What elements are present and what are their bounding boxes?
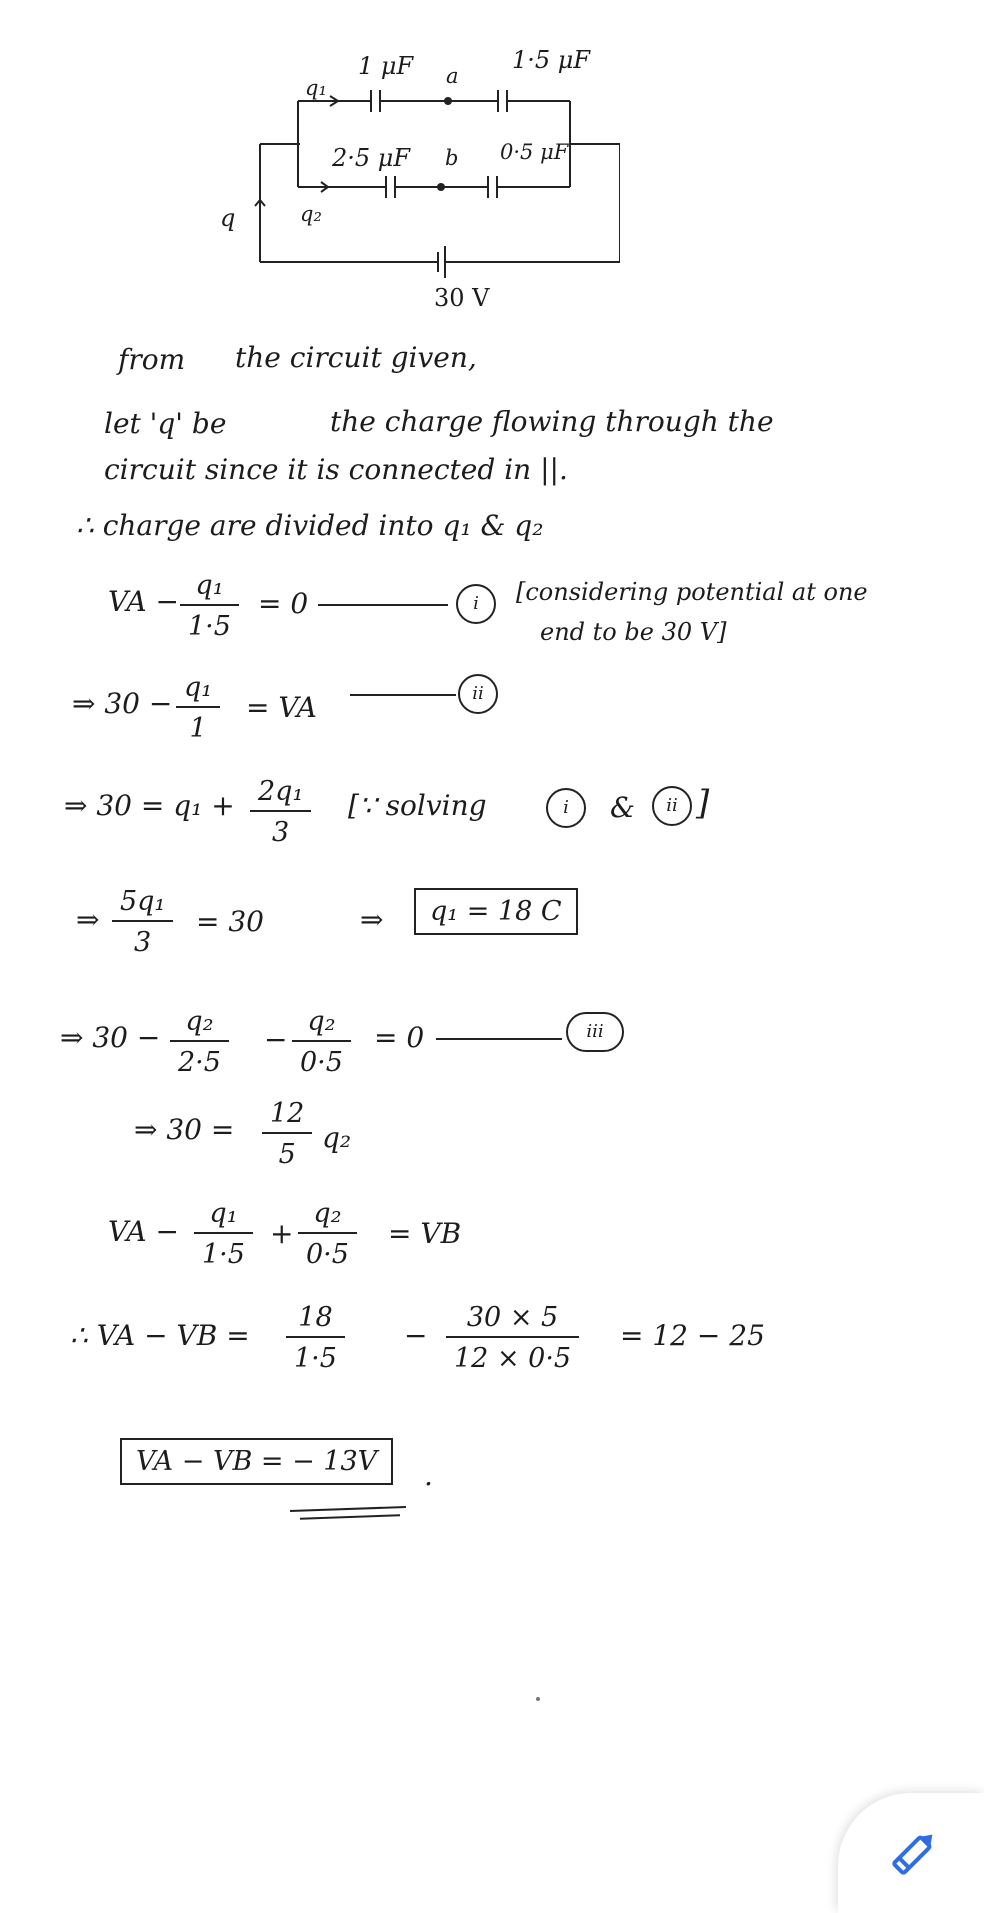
eq2-leader-line bbox=[350, 694, 456, 696]
capacitor-circuit-diagram bbox=[200, 40, 620, 310]
eq3-marker-ii: ii bbox=[652, 786, 692, 826]
eq5-rhs: = 0 bbox=[374, 1021, 425, 1054]
eq6-suffix: q₂ bbox=[322, 1121, 352, 1154]
eq6-numerator: 12 bbox=[270, 1098, 305, 1129]
text-connected-parallel: circuit since it is connected in ||. bbox=[104, 453, 568, 486]
pencil-icon bbox=[882, 1821, 946, 1885]
eq2-prefix: ⇒ 30 − bbox=[72, 687, 173, 720]
cap-1-5uf-label: 1·5 μF bbox=[512, 46, 591, 74]
eq6-fraction-bar bbox=[262, 1132, 312, 1134]
stray-dot bbox=[536, 1697, 540, 1701]
eq5-denominator-2: 0·5 bbox=[300, 1047, 343, 1079]
eq7-fraction-bar-1 bbox=[194, 1232, 253, 1234]
node-a-label: a bbox=[446, 64, 459, 88]
eq4-numerator: 5q₁ bbox=[120, 886, 166, 917]
eq3-marker-i: i bbox=[546, 788, 586, 828]
text-charge-divided: ∴ charge are divided into q₁ & q₂ bbox=[76, 509, 544, 542]
eq5-numerator-1: q₂ bbox=[185, 1006, 214, 1037]
eq4-denominator: 3 bbox=[134, 927, 152, 959]
eq5-leader-line bbox=[436, 1038, 562, 1040]
eq7-denominator-2: 0·5 bbox=[306, 1239, 349, 1271]
eq7-plus: + bbox=[270, 1217, 294, 1250]
eq1-numerator: q₁ bbox=[195, 570, 224, 601]
node-b-dot bbox=[437, 183, 445, 191]
eq3-prefix: ⇒ 30 = q₁ + bbox=[64, 789, 235, 822]
eq1-fraction bbox=[180, 570, 239, 642]
eq3-close-bracket: ] bbox=[696, 783, 710, 823]
eq8-fraction-bar-2 bbox=[446, 1336, 579, 1338]
eq2-marker: ii bbox=[458, 674, 498, 714]
eq6-denominator: 5 bbox=[278, 1139, 296, 1171]
underline-1 bbox=[290, 1506, 406, 1512]
final-answer-box: VA − VB = − 13V bbox=[120, 1438, 393, 1485]
eq7-fraction-1 bbox=[194, 1198, 253, 1270]
eq1-leader-line bbox=[318, 604, 448, 606]
eq7-numerator-2: q₂ bbox=[313, 1198, 342, 1229]
eq8-minus: − bbox=[404, 1319, 428, 1352]
final-period: . bbox=[424, 1459, 433, 1492]
charge-q2-label: q₂ bbox=[300, 202, 322, 226]
eq5-minus: − bbox=[264, 1023, 288, 1056]
eq8-numerator-2: 30 × 5 bbox=[466, 1302, 559, 1333]
eq7-prefix: VA − bbox=[108, 1215, 179, 1248]
eq3-numerator: 2q₁ bbox=[258, 776, 304, 807]
eq5-numerator-2: q₂ bbox=[307, 1006, 336, 1037]
eq5-prefix: ⇒ 30 − bbox=[60, 1021, 161, 1054]
node-a-dot bbox=[444, 97, 452, 105]
charge-q-label: q bbox=[220, 204, 236, 232]
eq5-denominator-1: 2·5 bbox=[178, 1047, 221, 1079]
eq8-fraction-2 bbox=[446, 1302, 579, 1374]
eq1-note-line2: end to be 30 V] bbox=[540, 618, 727, 646]
eq4-implies: ⇒ bbox=[360, 903, 384, 936]
eq8-rhs: = 12 − 25 bbox=[620, 1319, 765, 1352]
eq7-rhs: = VB bbox=[388, 1217, 462, 1250]
eq3-fraction-bar bbox=[250, 810, 311, 812]
eq3-note: [∵ solving bbox=[348, 789, 487, 822]
eq7-numerator-1: q₁ bbox=[209, 1198, 238, 1229]
eq2-numerator: q₁ bbox=[184, 672, 213, 703]
eq5-fraction-2 bbox=[292, 1006, 351, 1078]
eq2-rhs: = VA bbox=[246, 691, 317, 724]
eq8-prefix: ∴ VA − VB = bbox=[70, 1319, 250, 1352]
eq4-fraction-bar bbox=[112, 920, 173, 922]
text-from: from bbox=[118, 343, 186, 376]
eq2-fraction-bar bbox=[176, 706, 220, 708]
eq7-denominator-1: 1·5 bbox=[202, 1239, 245, 1271]
eq5-fraction-bar-2 bbox=[292, 1040, 351, 1042]
eq6-prefix: ⇒ 30 = bbox=[134, 1113, 235, 1146]
eq3-fraction bbox=[250, 776, 311, 848]
q1-result-box: q₁ = 18 C bbox=[414, 888, 578, 935]
eq8-numerator-1: 18 bbox=[298, 1302, 333, 1333]
eq4-rhs: = 30 bbox=[196, 905, 264, 938]
edit-fab-button[interactable] bbox=[838, 1793, 984, 1913]
eq1-prefix: VA − bbox=[108, 585, 179, 618]
eq6-fraction bbox=[262, 1098, 312, 1170]
cap-1uf-label: 1 μF bbox=[358, 52, 414, 80]
eq8-fraction-1 bbox=[286, 1302, 345, 1374]
eq1-marker: i bbox=[456, 584, 496, 624]
text-let-q-be: let 'q' be bbox=[104, 407, 227, 440]
eq1-rhs: = 0 bbox=[258, 587, 309, 620]
text-circuit-given: the circuit given, bbox=[235, 341, 477, 374]
eq2-denominator: 1 bbox=[189, 713, 207, 745]
battery-voltage-label: 30 V bbox=[434, 284, 490, 312]
text-charge-flowing: the charge flowing through the bbox=[330, 405, 774, 438]
eq5-fraction-bar-1 bbox=[170, 1040, 229, 1042]
eq4-prefix: ⇒ bbox=[76, 903, 100, 936]
eq2-fraction bbox=[176, 672, 220, 744]
eq3-denominator: 3 bbox=[272, 817, 290, 849]
charge-q1-label: q₁ bbox=[305, 76, 327, 100]
cap-2-5uf-label: 2·5 μF bbox=[332, 144, 411, 172]
eq5-fraction-1 bbox=[170, 1006, 229, 1078]
eq4-fraction bbox=[112, 886, 173, 958]
eq7-fraction-2 bbox=[298, 1198, 357, 1270]
eq3-ampersand: & bbox=[610, 791, 635, 824]
eq8-denominator-2: 12 × 0·5 bbox=[454, 1343, 572, 1375]
eq7-fraction-bar-2 bbox=[298, 1232, 357, 1234]
eq1-denominator: 1·5 bbox=[188, 611, 231, 643]
eq1-note-line1: [considering potential at one bbox=[516, 578, 868, 606]
eq8-denominator-1: 1·5 bbox=[294, 1343, 337, 1375]
eq5-marker: iii bbox=[566, 1012, 624, 1052]
underline-2 bbox=[300, 1514, 400, 1519]
node-b-label: b bbox=[445, 146, 459, 170]
eq1-fraction-bar bbox=[180, 604, 239, 606]
cap-0-5uf-label: 0·5 μF bbox=[500, 140, 569, 164]
eq8-fraction-bar-1 bbox=[286, 1336, 345, 1338]
